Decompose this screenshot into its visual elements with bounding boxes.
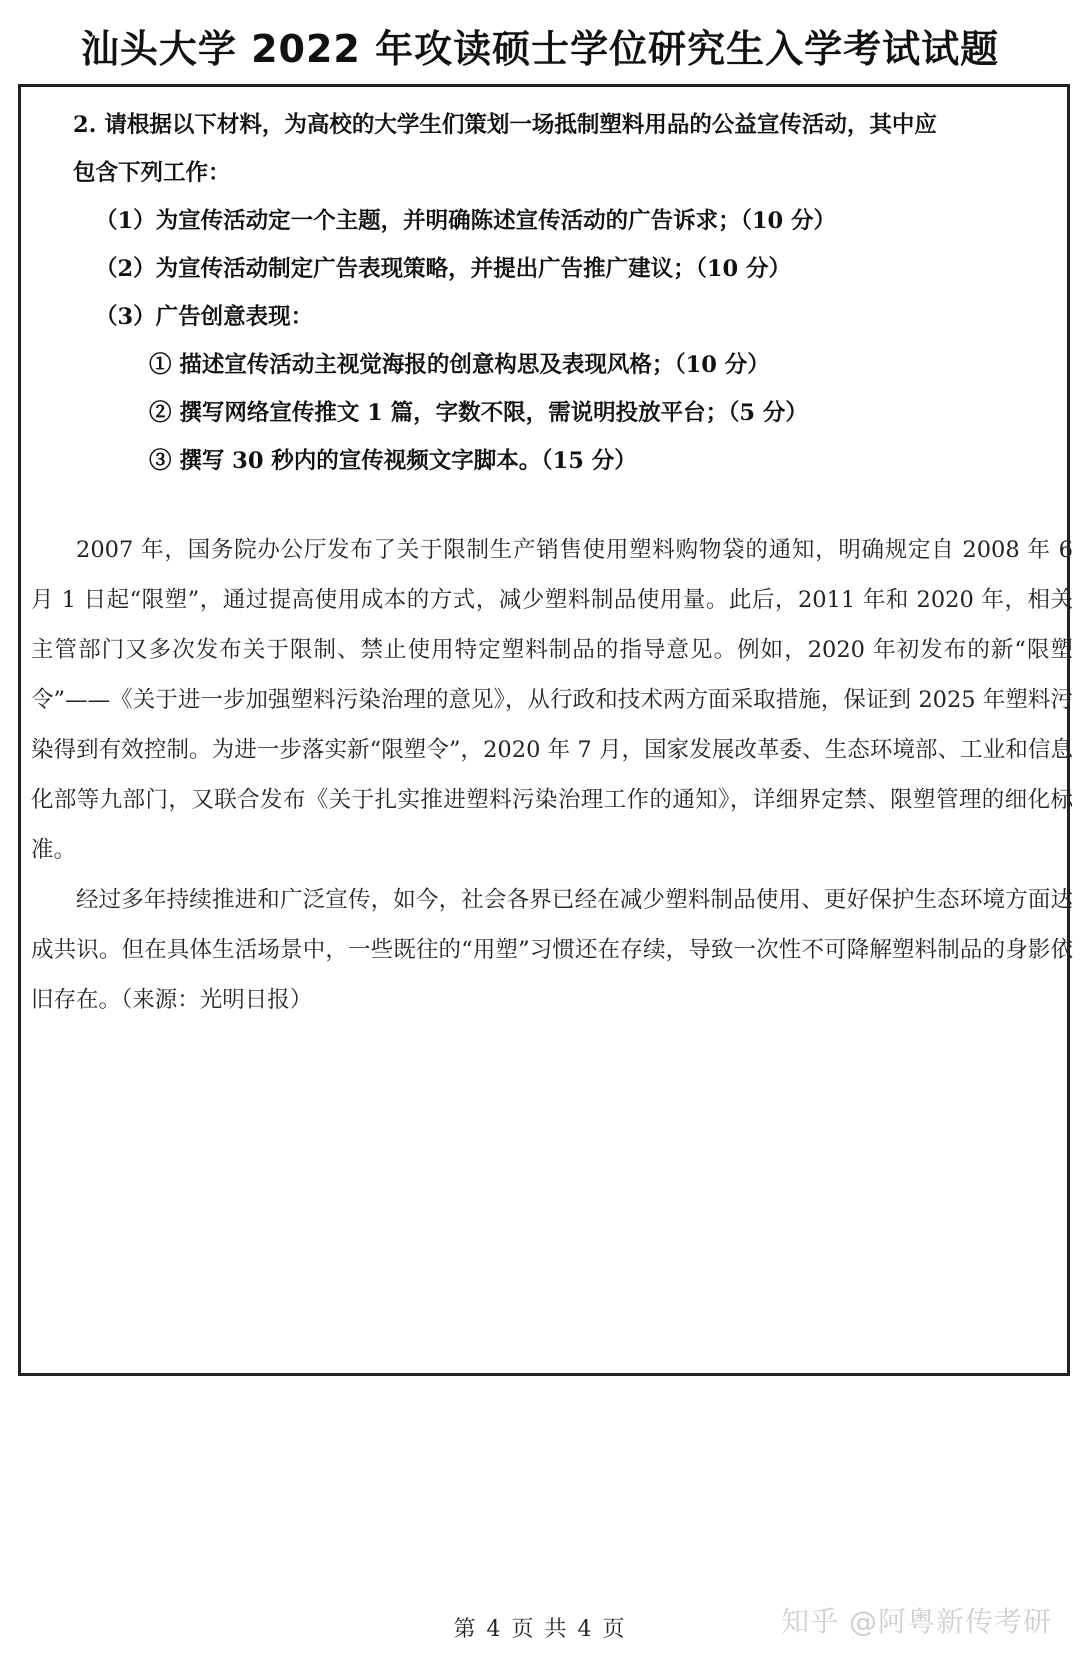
question-intro-line-1: 2. 请根据以下材料，为高校的大学生们策划一场抵制塑料用品的公益宣传活动，其中应 — [73, 112, 937, 138]
question-subitem-1: ① 描述宣传活动主视觉海报的创意构思及表现风格；（10 分） — [149, 352, 770, 378]
question-item-3: （3）广告创意表现： — [95, 304, 314, 330]
question-intro-line-2: 包含下列工作： — [73, 160, 231, 186]
question-subitem-2: ② 撰写网络宣传推文 1 篇，字数不限，需说明投放平台；（5 分） — [149, 400, 808, 426]
question-item-2: （2）为宣传活动制定广告表现策略，并提出广告推广建议；（10 分） — [95, 256, 792, 282]
watermark: 知乎 @阿粤新传考研 — [781, 1605, 1052, 1638]
page-number-footer: 第 4 页 共 4 页 — [453, 1617, 627, 1642]
material-text — [31, 525, 1073, 1025]
page-title: 汕头大学 2022 年攻读硕士学位研究生入学考试试题 — [80, 27, 1000, 71]
material-paragraph-2: 经过多年持续推进和广泛宣传，如今，社会各界已经在减少塑料制品使用、更好保护生态环境方面达成共识。但在具体生活场景中，一些既往的“用塑”习惯还在存续，导致一次性不可降解塑料制品的身影依旧存在。（来源：光明日报） — [31, 887, 1073, 1013]
question-item-1: （1）为宣传活动定一个主题，并明确陈述宣传活动的广告诉求；（10 分） — [95, 208, 837, 234]
question-block — [73, 101, 1063, 485]
exam-content-box — [18, 84, 1073, 1376]
question-subitem-3: ③ 撰写 30 秒内的宣传视频文字脚本。（15 分） — [149, 448, 637, 474]
material-paragraph-1: 2007 年，国务院办公厅发布了关于限制生产销售使用塑料购物袋的通知，明确规定自 2008 年 6 月 1 日起“限塑”，通过提高使用成本的方式，减少塑料制品使用量。此后，2011 年和 2020 年，相关主管部门又多次发布关于限制、禁止使用特定塑料制品的指导意见。例如，2020 年初发布的新“限塑令”——《关于进一步加强塑料污染治理的意见》，从行政和技术两方面采取措施，保证到 2025 年塑料污染得到有效控制。为进一步落实新“限塑令”，2020 年 7 月，国家发展改革委、生态环境部、工业和信息化部等九部门，又联合发布《关于扎实推进塑料污染治理工作的通知》，详细界定禁、限塑管理的细化标准。 — [31, 537, 1073, 863]
